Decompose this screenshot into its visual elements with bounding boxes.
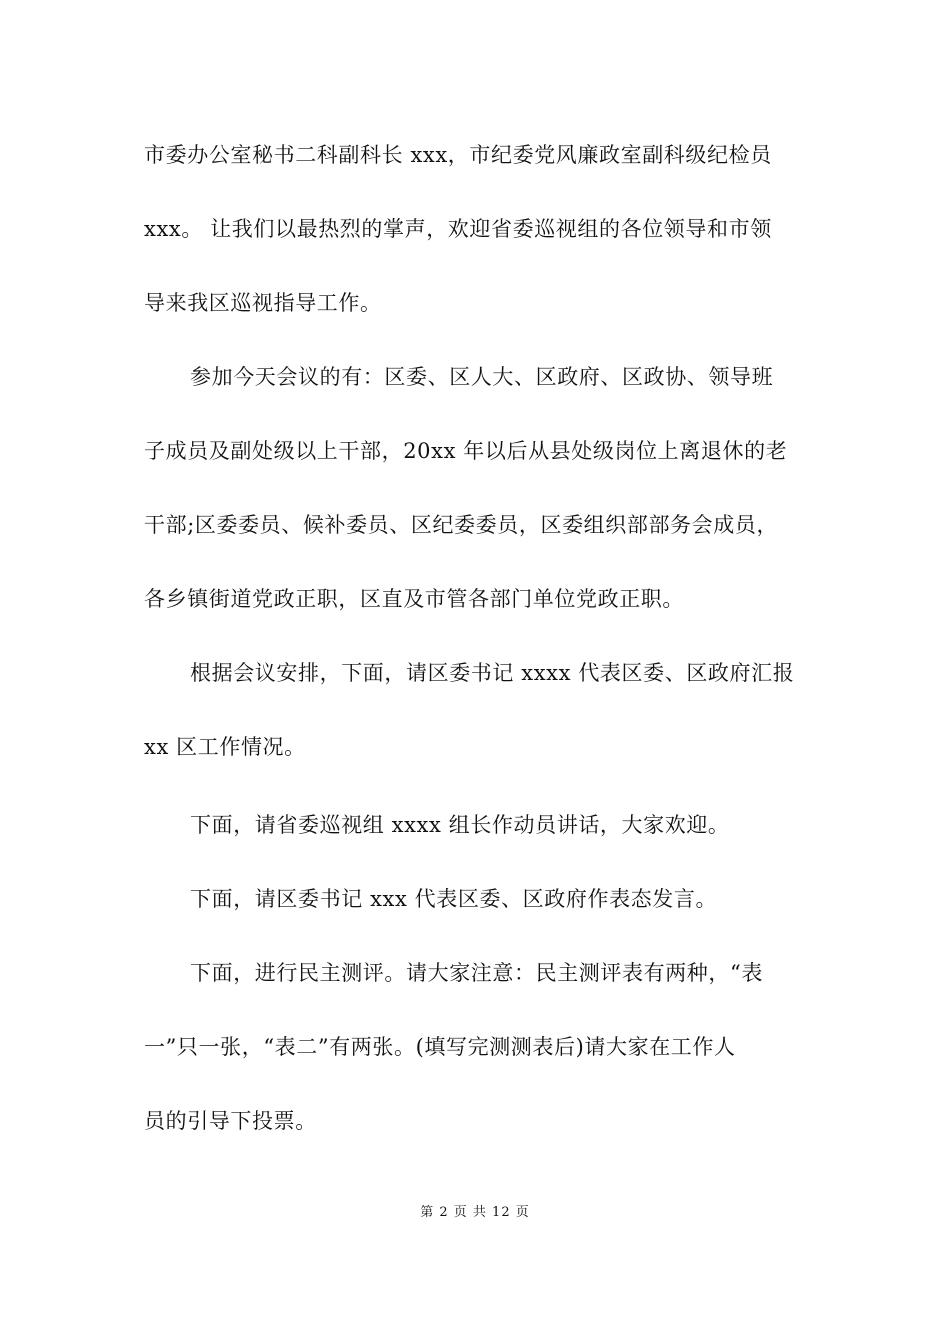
page-number-footer: 第 2 页 共 12 页 xyxy=(420,1205,530,1220)
paragraph-start-line: 下面，请省委巡视组 xxxx 组长作动员讲话，大家欢迎。 xyxy=(190,813,730,837)
text-line: 一”只一张，“表二”有两张。(填写完测测表后)请大家在工作人 xyxy=(144,1035,736,1059)
text-line: 各乡镇街道党政正职，区直及市管各部门单位党政正职。 xyxy=(144,587,684,611)
text-line: xxx。 让我们以最热烈的掌声，欢迎省委巡视组的各位领导和市领 xyxy=(144,217,772,241)
paragraph-start-line: 参加今天会议的有：区委、区人大、区政府、区政协、领导班 xyxy=(190,365,774,389)
paragraph-start-line: 下面，请区委书记 xxx 代表区委、区政府作表态发言。 xyxy=(190,887,718,911)
text-line: xx 区工作情况。 xyxy=(144,735,306,759)
text-line: 干部;区委委员、候补委员、区纪委委员，区委组织部部务会成员， xyxy=(144,513,779,537)
text-line: 市委办公室秘书二科副科长 xxx，市纪委党风廉政室副科级纪检员 xyxy=(144,143,772,167)
paragraph-start-line: 下面，进行民主测评。请大家注意：民主测评表有两种，“表 xyxy=(190,961,763,985)
text-line: 子成员及副处级以上干部，20xx 年以后从县处级岗位上离退休的老 xyxy=(144,439,788,463)
text-line: 导来我区巡视指导工作。 xyxy=(144,291,382,315)
text-line: 员的引导下投票。 xyxy=(144,1109,317,1133)
paragraph-start-line: 根据会议安排，下面，请区委书记 xxxx 代表区委、区政府汇报 xyxy=(190,661,795,685)
